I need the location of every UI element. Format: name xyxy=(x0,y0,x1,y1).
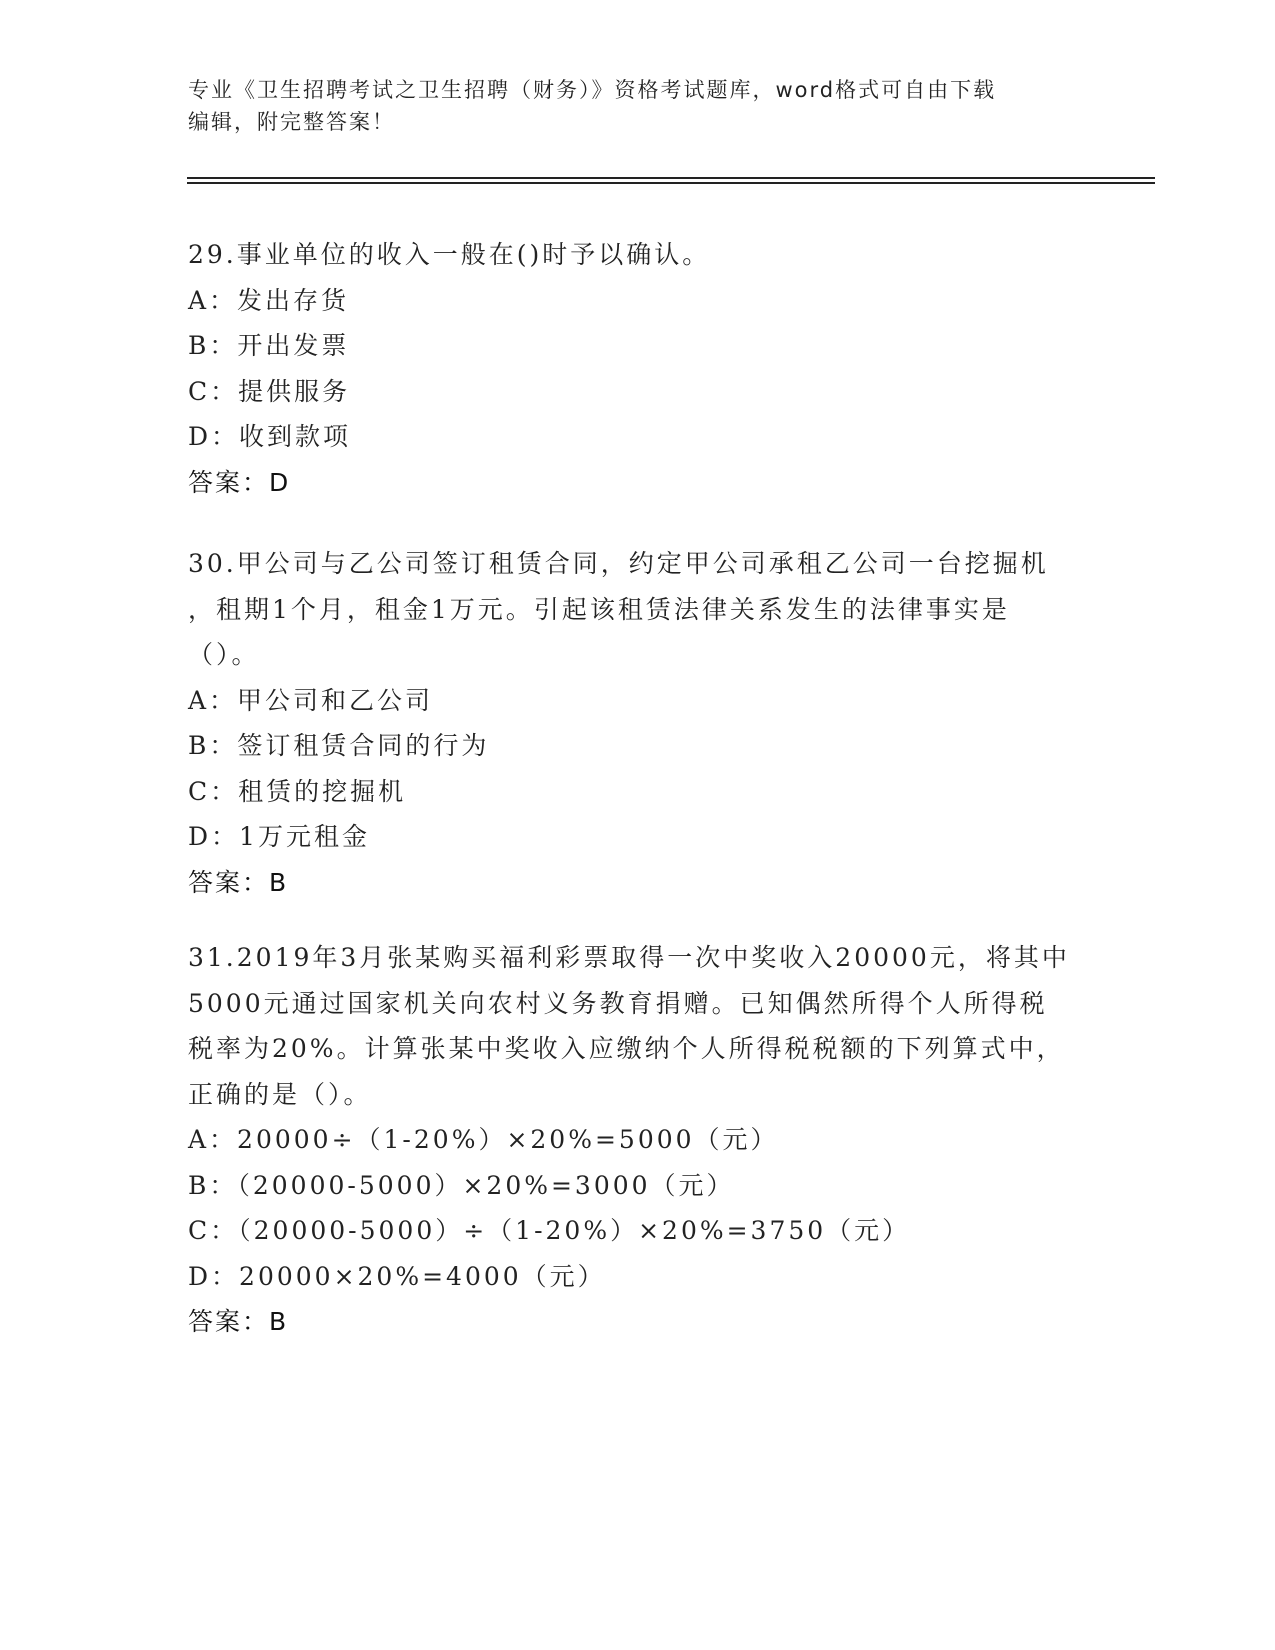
header-rule-bottom xyxy=(187,182,1155,184)
answer: 答案：D xyxy=(188,467,291,497)
option-d: D：20000×20%=4000（元） xyxy=(188,1261,606,1291)
question-stem xyxy=(188,541,1088,678)
answer: 答案：B xyxy=(188,1307,289,1336)
option-b: B：（20000-5000）×20%=3000（元） xyxy=(188,1170,735,1200)
question-30 xyxy=(188,541,1088,905)
stem-line: 5000元通过国家机关向农村义务教育捐赠。已知偶然所得个人所得税 xyxy=(188,988,1048,1018)
option-a: A：20000÷（1-20%）×20%=5000（元） xyxy=(188,1125,779,1154)
question-31 xyxy=(188,935,1088,1345)
option-b: B：签订租赁合同的行为 xyxy=(188,731,490,760)
question-stem xyxy=(188,232,1088,278)
option-c: C：提供服务 xyxy=(188,376,351,406)
option-d: D：收到款项 xyxy=(188,422,352,451)
stem-line: 29.事业单位的收入一般在()时予以确认。 xyxy=(188,240,711,269)
option-a: A：甲公司和乙公司 xyxy=(188,685,434,715)
option-c: C：（20000-5000）÷（1-20%）×20%=3750（元） xyxy=(188,1216,911,1245)
option-a: A：发出存货 xyxy=(188,285,350,315)
stem-line: ，租期1个月，租金1万元。引起该租赁法律关系发生的法律事实是 xyxy=(188,594,1010,624)
header-line-1: 专业《卫生招聘考试之卫生招聘（财务）》资格考试题库，word格式可自由下载 xyxy=(188,78,997,102)
document-header xyxy=(188,74,1068,138)
answer: 答案：B xyxy=(188,867,289,897)
stem-line: 税率为20%。计算张某中奖收入应缴纳个人所得税税额的下列算式中， xyxy=(188,1034,1065,1063)
question-29 xyxy=(188,232,1088,505)
question-stem xyxy=(188,935,1088,1117)
stem-line: 正确的是（）。 xyxy=(188,1079,372,1109)
option-c: C：租赁的挖掘机 xyxy=(188,776,407,806)
stem-line: 30.甲公司与乙公司签订租赁合同，约定甲公司承租乙公司一台挖掘机 xyxy=(188,549,1049,578)
header-line-2: 编辑，附完整答案！ xyxy=(188,110,395,134)
stem-line: 31.2019年3月张某购买福利彩票取得一次中奖收入20000元，将其中 xyxy=(188,943,1070,972)
stem-line: （）。 xyxy=(188,640,260,669)
header-rule-top xyxy=(187,177,1155,179)
option-b: B：开出发票 xyxy=(188,331,350,360)
option-d: D：1万元租金 xyxy=(188,822,370,851)
